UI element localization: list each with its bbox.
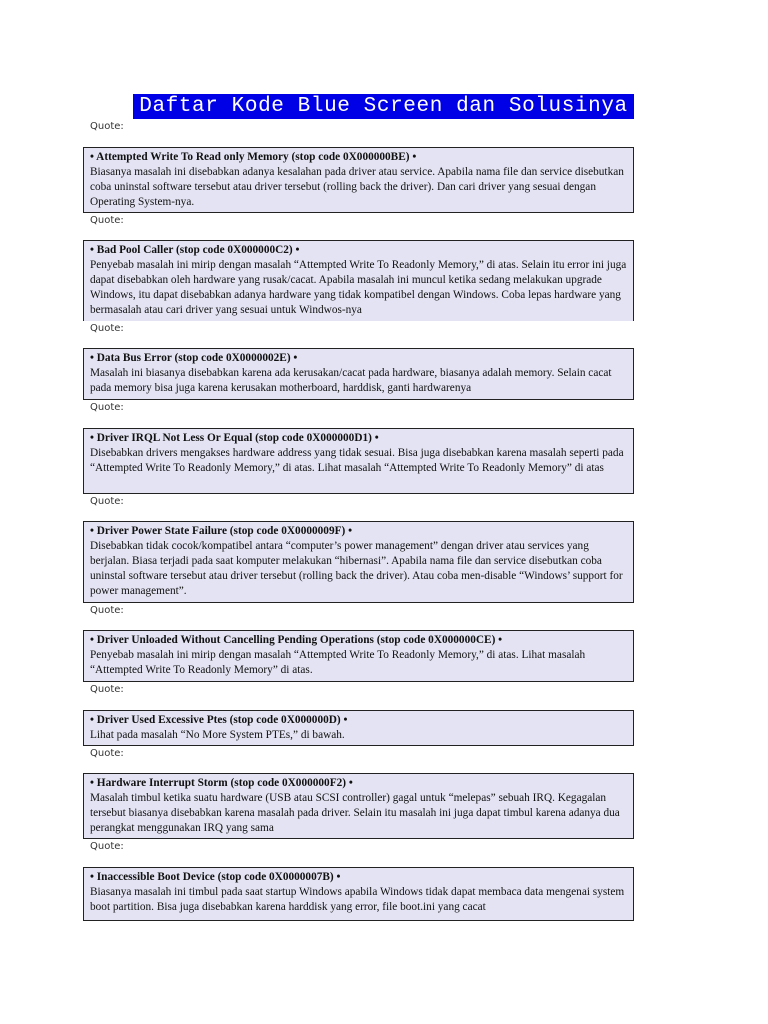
quote-label: Quote: xyxy=(90,605,124,616)
page-title: Daftar Kode Blue Screen dan Solusinya xyxy=(133,94,634,119)
quote-label: Quote: xyxy=(90,748,124,759)
entry-heading: • Attempted Write To Read only Memory (stop code 0X000000BE) • xyxy=(90,151,417,163)
quote-box-bad-pool-caller xyxy=(83,240,634,321)
quote-label: Quote: xyxy=(90,215,124,226)
quote-label: Quote: xyxy=(90,121,124,132)
entry-text: Disebabkan drivers mengakses hardware address yang tidak sesuai. Bisa juga disebabkan karena masalah seperti pada “Attempted Write To Readonly Memory,” di atas. Lihat masalah “Attempted Write To Readonly Memory” di atas xyxy=(90,447,624,474)
entry-heading: • Bad Pool Caller (stop code 0X000000C2) • xyxy=(90,244,300,256)
entry-heading: • Data Bus Error (stop code 0X0000002E) • xyxy=(90,352,298,364)
quote-label: Quote: xyxy=(90,841,124,852)
quote-box-data-bus-error xyxy=(83,348,634,400)
quote-box-inaccessible-boot-device xyxy=(83,867,634,921)
quote-label: Quote: xyxy=(90,323,124,334)
quote-box-driver-unloaded xyxy=(83,630,634,682)
quote-label: Quote: xyxy=(90,684,124,695)
entry-text: Disebabkan tidak cocok/kompatibel antara “computer’s power management” dengan driver atau services yang berjalan. Biasa terjadi pada saat komputer melakukan “hibernasi”. Apabila nama file dan service disebutkan coba uninstal software tersebut atau driver tersebut (rolling back the driver). Atau coba men-disable “Windows’ support for power management”. xyxy=(90,540,623,597)
quote-label: Quote: xyxy=(90,496,124,507)
quote-box-driver-used-ptes xyxy=(83,710,634,746)
entry-heading: • Inaccessible Boot Device (stop code 0X0000007B) • xyxy=(90,871,341,883)
entry-text: Lihat pada masalah “No More System PTEs,” di bawah. xyxy=(90,729,345,741)
quote-box-attempted-write xyxy=(83,147,634,213)
quote-box-hardware-interrupt-storm xyxy=(83,773,634,839)
quote-label: Quote: xyxy=(90,402,124,413)
entry-heading: • Driver Used Excessive Ptes (stop code 0X000000D) • xyxy=(90,714,348,726)
entry-text: Penyebab masalah ini mirip dengan masalah “Attempted Write To Readonly Memory,” di atas. Lihat masalah “Attempted Write To Readonly Memory” di atas. xyxy=(90,649,586,676)
entry-heading: • Driver Power State Failure (stop code 0X0000009F) • xyxy=(90,525,353,537)
entry-text: Biasanya masalah ini disebabkan adanya kesalahan pada driver atau service. Apabila nama file dan service disebutkan coba uninstal software tersebut atau driver tersebut (rolling back the driver). Dan cari driver yang sesuai dengan Operating System-nya. xyxy=(90,166,624,208)
entry-heading: • Hardware Interrupt Storm (stop code 0X000000F2) • xyxy=(90,777,353,789)
quote-box-driver-irql xyxy=(83,428,634,494)
entry-text: Biasanya masalah ini timbul pada saat startup Windows apabila Windows tidak dapat membaca data mengenai system boot partition. Bisa juga disebabkan karena harddisk yang error, file boot.ini yang cacat xyxy=(90,886,625,913)
entry-text: Penyebab masalah ini mirip dengan masalah “Attempted Write To Readonly Memory,” di atas. Selain itu error ini juga dapat disebabkan oleh hardware yang rusak/cacat. Apabila masalah ini muncul ketika sedang melakukan upgrade Windows, itu dapat disebabkan adanya hardware yang tidak kompatibel dengan Windows. Coba lepas hardware yang bermasalah atau cari driver yang sesuai untuk Windwos-nya xyxy=(90,259,627,316)
entry-heading: • Driver IRQL Not Less Or Equal (stop code 0X000000D1) • xyxy=(90,432,379,444)
entry-text: Masalah ini biasanya disebabkan karena ada kerusakan/cacat pada hardware, biasanya adalah memory. Selain cacat pada memory bisa juga karena kerusakan motherboard, harddisk, ganti hardwarenya xyxy=(90,367,612,394)
entry-heading: • Driver Unloaded Without Cancelling Pending Operations (stop code 0X000000CE) • xyxy=(90,634,503,646)
entry-text: Masalah timbul ketika suatu hardware (USB atau SCSI controller) gagal untuk “melepas” sebuah IRQ. Kegagalan tersebut biasanya disebabkan karena masalah pada driver. Selain itu masalah ini juga dapat timbul karena adanya dua perangkat menggunakan IRQ yang sama xyxy=(90,792,620,834)
quote-box-driver-power-state xyxy=(83,521,634,603)
